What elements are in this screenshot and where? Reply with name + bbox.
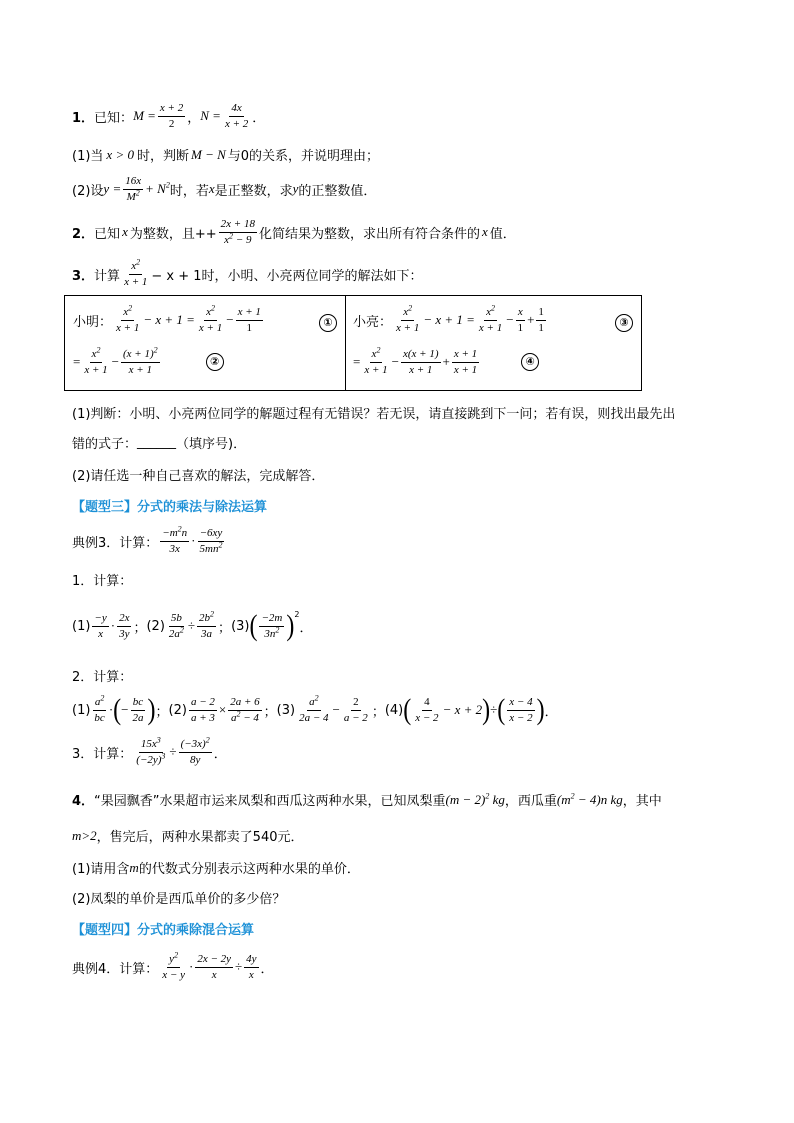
q1-p2-y: y = <box>103 181 122 197</box>
solutions-table <box>64 295 642 391</box>
ex3-dot: · <box>191 533 196 549</box>
s1-line: (1) $\frac{-y}{x}$ · $\frac{2x}{3y}$ ； (2) $\frac{5b}{2a^2}$ ÷ $\frac{2b^2}{3a}$ ； (3) ( $\frac{-2m}{3n^2}$ ) 2 ． <box>72 609 313 643</box>
s1-title <box>72 570 132 589</box>
q1-text: 已知： <box>94 110 134 126</box>
s4-w1-text: (m − 2) <box>445 791 486 807</box>
s4-line2 <box>72 826 304 845</box>
s1-p1-f2 <box>117 612 131 640</box>
q3-p1-blank[interactable]: ______ <box>137 435 177 450</box>
q3-p2: (2)请任选一种自己喜欢的解法，完成解答． <box>72 469 325 484</box>
s2-b1 <box>189 696 217 724</box>
q3-number: 3． <box>72 268 95 284</box>
q3-p1-b: 错的式子： <box>72 437 138 452</box>
circle-1 <box>319 314 337 332</box>
q2-pre: 已知 <box>94 226 121 242</box>
frac-den: x + 1 <box>124 275 148 288</box>
ex4-f2 <box>195 953 233 981</box>
frac-den: bc <box>94 711 105 724</box>
xm-l2-f2 <box>121 345 160 376</box>
frac-num: 5b <box>169 612 184 627</box>
s2-p1: (1) <box>72 702 91 718</box>
frac-num: a − 2 <box>189 696 217 711</box>
frac-den: 2a − 4 <box>299 711 329 724</box>
q2-mid: 为整数，且++ <box>129 226 217 242</box>
s4-w1: $(m - 2)^2$ kg <box>445 791 505 807</box>
s4-w2b: − 4)n kg <box>574 791 623 807</box>
frac-den: x + 1 <box>84 363 108 376</box>
s2-line: (1) $\frac{a^2}{bc}$ · ( − $\frac{bc}{2a}$ ) ； (2) $\frac{a - 2}{a + 3}$ × $\frac{2a + 6}{a^2 - 4}$ ； (3) $\frac{a^2}{2a - 4}$ − $\frac{2}{a - 2}$ ； (4) ( $\frac{4}{x - 2}$ − x + 2 ) ÷ ( $\frac{x - 4}{x - 2}$ ) ． <box>72 693 558 727</box>
q3-p1-a: (1)判断：小明、小亮两位同学的解题过程有无错误？若无误，请直接跳到下一问；若有误，则找出最先出 <box>72 407 676 422</box>
s1-sep2: ； <box>218 620 232 636</box>
s4-w2: $(m^2 - 4)n$ kg <box>556 791 623 807</box>
s4-line1 <box>72 790 662 809</box>
frac-den: 3y <box>119 627 130 640</box>
xiaoming-line1: 小明： $\frac{x^2}{x + 1}$ − x + 1 = $\frac{x^2}{x + 1}$ − $\frac{x + 1}{1}$ <box>73 303 261 334</box>
frac-den: 3a <box>201 627 213 640</box>
s2-end: ． <box>544 704 558 720</box>
q3-pre: 计算 <box>94 268 121 284</box>
frac-num-tail: n <box>181 527 188 539</box>
xl-l2-f1 <box>362 345 389 376</box>
frac-num: −y <box>92 612 108 627</box>
q1-p1-mid: 时，判断 <box>136 149 189 164</box>
frac-num: 4 <box>422 696 432 711</box>
q1-p2-post: 时，若 <box>169 183 209 199</box>
frac-num: x(x + 1) <box>401 348 441 363</box>
xm-l2-f1 <box>82 345 109 376</box>
ex3-f2 <box>198 527 225 555</box>
s1-end: ． <box>299 620 313 636</box>
frac-den: x − 2 <box>415 711 439 724</box>
frac-num-text: x <box>486 306 492 318</box>
q1-p1-expr: M − N <box>190 146 226 162</box>
frac-num: 16x <box>123 175 143 190</box>
xl-f3 <box>536 306 546 334</box>
frac-den: x + 1 <box>453 363 478 376</box>
xiaoliang-label: 小亮： <box>353 314 393 330</box>
xiaoming-label: 小明： <box>73 314 113 330</box>
frac-num: 2x + 18 <box>219 218 257 233</box>
frac-num-text: x <box>371 348 377 360</box>
frac-num: x − 4 <box>507 696 534 711</box>
frac-den: 3x <box>169 542 180 555</box>
ex3-label: 典例3．计算： <box>72 535 159 551</box>
xiaoliang-line1: 小亮： $\frac{x^2}{x + 1}$ − x + 1 = $\frac{x^2}{x + 1}$ − $\frac{x}{1}$ + $\frac{1}{1}$ <box>353 303 544 334</box>
s4-part1 <box>72 858 360 877</box>
q2-fraction <box>219 218 257 246</box>
frac-den: x + 2 <box>224 117 249 130</box>
q1-p2-fraction <box>123 175 143 203</box>
frac-den-text: x <box>224 233 230 246</box>
frac-num: bc <box>131 696 145 711</box>
s4-cond: m>2 <box>72 827 97 843</box>
q1-line <box>72 102 265 130</box>
frac-num-text: (−3x) <box>180 738 206 750</box>
q1-end: ． <box>252 110 266 126</box>
frac-num: x + 1 <box>236 306 263 321</box>
s3-number: 3．计算： <box>72 746 133 762</box>
s1-sep1: ； <box>133 620 147 636</box>
q2-x: x <box>122 224 128 240</box>
s3-f1 <box>134 735 167 766</box>
s2-p4: (4) <box>384 702 404 718</box>
frac-den: x <box>248 968 254 981</box>
xm-tail: − x + 1 = <box>143 312 195 328</box>
xl-l2-f3 <box>452 348 479 376</box>
frac-den-text: a <box>230 711 237 724</box>
frac-num: $x^2$ <box>401 306 414 321</box>
s1-p1: (1) <box>72 618 91 634</box>
frac-den: 8y <box>189 753 201 766</box>
frac-num: $y^2$ <box>167 953 180 968</box>
frac-den: $3n^2$ <box>264 624 280 640</box>
frac-den: 1 <box>538 321 544 334</box>
frac-num: $x^2$ <box>129 260 142 275</box>
frac-num: $x^2$ <box>204 306 217 321</box>
ex3-f1 <box>160 524 189 555</box>
frac-num: x + 1 <box>452 348 479 363</box>
heading-type4-text: 【题型四】分式的乘除混合运算 <box>72 923 255 938</box>
q3-part1a <box>72 403 675 422</box>
frac-num: x + 2 <box>158 102 185 117</box>
frac-num: 2a + 6 <box>228 696 261 711</box>
s2-a2 <box>131 696 146 724</box>
q1-comma: ， <box>187 110 201 126</box>
s2-c2 <box>342 696 370 724</box>
q1-p2-pre: (2)设 <box>72 183 104 199</box>
s2-number: 2．计算： <box>72 670 133 685</box>
q3-line <box>72 257 423 288</box>
s4-p1-post: 的代数式分别表示这两种水果的单价． <box>138 862 360 877</box>
s4-p2: (2)凤梨的单价是西瓜单价的多少倍？ <box>72 892 286 907</box>
frac-den-text: M <box>126 190 136 203</box>
frac-den: x + 1 <box>128 363 152 376</box>
frac-num-text: (x + 1) <box>123 348 154 360</box>
frac-den: x + 1 <box>198 321 223 334</box>
frac-num-text: a <box>309 696 315 708</box>
q3-part2 <box>72 465 324 484</box>
frac-den: $5mn^2$ <box>199 539 223 555</box>
s3-line: 3．计算： $\frac{15x^3}{(-2y)^3}$ ÷ $\frac{(-3x)^2}{8y}$ ． <box>72 735 227 766</box>
xm-f1 <box>114 303 141 334</box>
q1-part2 <box>72 175 376 203</box>
s2-d-mid: − x + 2 <box>442 702 483 718</box>
s4-p1-pre: (1)请用含 <box>72 862 130 877</box>
xiaoming-line2: = $\frac{x^2}{x + 1}$ − $\frac{(x + 1)^2}{x + 1}$ ② <box>73 348 224 376</box>
example4: 典例4．计算： $\frac{y^2}{x - y}$ · $\frac{2x - 2y}{x}$ ÷ $\frac{4y}{x}$ ． <box>72 950 274 981</box>
frac-den: a − 2 <box>343 711 368 724</box>
s1-p1-f1 <box>92 612 108 640</box>
frac-den-tail: − 9 <box>233 233 252 246</box>
heading-type4 <box>72 919 254 938</box>
s1-p2-f2 <box>197 609 216 640</box>
s1-p3: (3) <box>231 618 250 634</box>
frac-num: −2m <box>259 612 284 627</box>
s3-f2 <box>179 735 212 766</box>
s2-b2 <box>228 696 261 724</box>
frac-num-text: x <box>131 260 137 272</box>
frac-den: $(-2y)^3$ <box>136 750 166 766</box>
s2-a1 <box>92 693 106 724</box>
s1-div: ÷ <box>187 618 196 634</box>
q1-p2-y2: y <box>292 181 299 197</box>
q3-p1-c: （填序号)． <box>176 437 247 452</box>
s2-title <box>72 666 132 685</box>
frac-den: 2a <box>132 711 144 724</box>
circle-4: ④ <box>521 353 539 371</box>
frac-num: 2 <box>351 696 361 711</box>
frac-num: $x^2$ <box>370 348 383 363</box>
frac-num: $-m^2n$ <box>160 527 189 542</box>
s2-minus: − <box>332 702 340 718</box>
frac-num-text: y <box>169 953 175 965</box>
frac-den: a + 3 <box>190 711 215 724</box>
s2-p3: (3) <box>276 702 296 718</box>
q2-number: 2． <box>72 226 95 242</box>
s2-times: × <box>218 702 227 718</box>
frac-num: $x^2$ <box>121 306 134 321</box>
example3 <box>72 524 226 555</box>
frac-num: −6xy <box>198 527 225 542</box>
frac-den: x <box>98 627 104 640</box>
xl-f1b <box>477 303 504 334</box>
s1-p3-f <box>259 612 284 640</box>
frac-den: 1 <box>517 321 524 334</box>
q1-p2-x: x <box>208 181 215 197</box>
q1-number: 1． <box>72 110 95 126</box>
frac-num: $2b^2$ <box>197 612 216 627</box>
s2-d1 <box>413 696 440 724</box>
xl-f2 <box>516 306 526 334</box>
s3-end: ． <box>213 746 227 762</box>
frac-den: x + 1 <box>396 321 420 334</box>
frac-num: x <box>516 306 525 321</box>
frac-den-text: 5mn <box>199 542 219 555</box>
ex4-f3 <box>244 953 258 981</box>
frac-den: 2 <box>168 117 175 130</box>
q1-p1-pre: (1)当 <box>72 149 104 164</box>
frac-den: x + 1 <box>364 363 388 376</box>
s4-number: 4． <box>72 794 95 809</box>
frac-num: $a^2$ <box>307 696 321 711</box>
frac-den-tail: − 4 <box>240 711 259 724</box>
s2-c1 <box>297 693 330 724</box>
frac-den-text: 3n <box>264 627 276 640</box>
frac-den: $2a^2$ <box>168 624 184 640</box>
q3-part1b <box>72 433 246 452</box>
s4-kg: kg <box>489 791 505 807</box>
q1-m: M = <box>133 108 156 124</box>
s4-l1c: ，其中 <box>622 794 662 809</box>
frac-num-text: 15x <box>140 738 157 750</box>
q2-line <box>72 218 516 246</box>
frac-num: 2x <box>117 612 131 627</box>
ex4-label: 典例4．计算： <box>72 961 159 977</box>
s2-d2 <box>507 696 534 724</box>
q3-minus: − x + 1时，小明、小亮两位同学的解法如下： <box>151 268 423 284</box>
q3-fraction <box>122 257 149 288</box>
frac-den-text: 2a <box>168 627 180 640</box>
circle-2: ② <box>206 353 224 371</box>
ex4-end: ． <box>260 961 274 977</box>
frac-num-text: x <box>91 348 97 360</box>
frac-den: x + 1 <box>409 363 433 376</box>
frac-den: $a^2 - 4$ <box>230 708 259 724</box>
frac-num: $(x + 1)^2$ <box>121 348 160 363</box>
q2-post: 化简结果为整数，求出所有符合条件的 <box>258 226 480 242</box>
s4-w2-text: (m <box>556 791 571 807</box>
s1-p2-f1 <box>167 612 186 640</box>
q1-m-fraction <box>158 102 185 130</box>
xm-f1b <box>197 303 224 334</box>
q1-p1-cond: x > 0 <box>106 146 134 162</box>
xl-f1 <box>394 303 421 334</box>
q1-p1-post: 与0的关系，并说明理由； <box>227 149 380 164</box>
xl-tail: − x + 1 = <box>423 312 475 328</box>
frac-den: x − y <box>162 968 185 981</box>
table-divider <box>345 296 346 390</box>
circle-1-label: ① <box>319 314 337 332</box>
s2-p2: (2) <box>168 702 187 718</box>
s1-number: 1．计算： <box>72 574 133 589</box>
frac-num-text: x <box>206 306 212 318</box>
circle-3-label: ③ <box>615 314 633 332</box>
frac-den-text: (−2y) <box>136 753 162 766</box>
q1-n-fraction <box>223 102 250 130</box>
frac-num: 1 <box>536 306 546 321</box>
s4-l1: “果园飘香”水果超市运来凤梨和西瓜这两种水果，已知凤梨重 <box>94 794 446 809</box>
q1-p2-plus: + $N^2$ <box>145 180 170 197</box>
q1-p2-post2: 是正整数，求 <box>214 183 293 199</box>
frac-den: $x^2 - 9$ <box>224 230 252 246</box>
s1-p2: (2) <box>146 618 165 634</box>
q2-end: 值． <box>489 226 516 242</box>
frac-num-text: x <box>123 306 129 318</box>
s4-l2: ，售完后，两种水果都卖了540元． <box>96 830 304 845</box>
frac-den: $M^2$ <box>126 187 140 203</box>
heading-type3 <box>72 496 267 515</box>
frac-num: $a^2$ <box>93 696 107 711</box>
frac-num: 4x <box>229 102 243 117</box>
xl-l2-f2 <box>401 348 441 376</box>
frac-den: x + 1 <box>478 321 503 334</box>
q2-x2: x <box>481 224 488 240</box>
xm-eq: = <box>73 354 81 370</box>
frac-num: $15x^3$ <box>139 738 163 753</box>
xm-f2 <box>236 306 263 334</box>
heading-type3-text: 【题型三】分式的乘法与除法运算 <box>72 500 268 515</box>
frac-num-text: a <box>94 696 101 708</box>
frac-den: 1 <box>246 321 252 334</box>
frac-num: 2x − 2y <box>195 953 233 968</box>
frac-den: x + 1 <box>116 321 140 334</box>
frac-den: x <box>211 968 217 981</box>
s4-p1-m: m <box>129 859 139 875</box>
frac-num: $(-3x)^2$ <box>179 738 212 753</box>
ex4-f1 <box>160 950 187 981</box>
frac-num: $x^2$ <box>90 348 103 363</box>
frac-num: 4y <box>244 953 258 968</box>
q1-p2-post3: 的正整数值． <box>298 183 377 199</box>
frac-num-text: −m <box>162 527 178 539</box>
s4-l1b: ，西瓜重 <box>504 794 557 809</box>
xiaoliang-line2: = $\frac{x^2}{x + 1}$ − $\frac{x(x + 1)}{x + 1}$ + $\frac{x + 1}{x + 1}$ ④ <box>353 348 539 376</box>
frac-num-text: x <box>403 306 409 318</box>
frac-den: x − 2 <box>509 711 533 724</box>
q1-n: N = <box>200 108 221 124</box>
q1-p2-plus-text: + N <box>145 181 166 197</box>
xl-eq: = <box>353 354 361 370</box>
circle-3 <box>615 314 633 332</box>
frac-num-text: 2b <box>199 612 211 624</box>
s4-part2 <box>72 888 285 907</box>
frac-num: $x^2$ <box>484 306 497 321</box>
q1-part1 <box>72 145 379 164</box>
